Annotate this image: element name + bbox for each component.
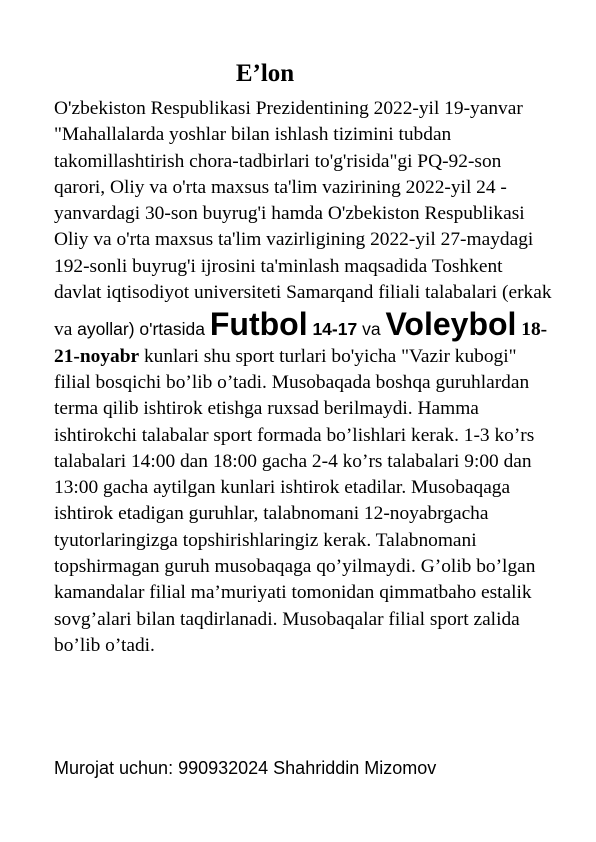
football-dates: 14-17 <box>312 319 358 340</box>
between-text: ayollar) o'rtasida <box>77 319 210 340</box>
conjunction-text: va <box>357 319 386 340</box>
rest-text: kunlari shu sport turlari bo'yicha "Vazir kubogi" filial bosqichi bo’lib o’tadi. Musobaqada boshqa guruhlardan terma qilib ishtirok etishga ruxsad berilmaydi. Hamma ishtirokchi talabalar sport formada bo’lishlari kerak. 1-3 ko’rs talabalari 14:00 dan 18:00 gacha 2-4 ko’rs talabalari 9:00 dan 13:00 gacha aytilgan kunlari ishtirok etadilar. Musobaqaga ishtirok etadigan guruhlar, talabnomani 12-noyabrgacha tyutorlaringizga topshirishlaringiz kerak. Talabnomani topshirmagan guruh musobaqaga qo’yilmaydi. G’olib bo’lgan kamandalar filial ma’muriyati tomonidan qimmatbaho estalik sovg’alari bilan taqdirlanadi. Musobaqalar filial sport zalida bo’lib o’tadi. <box>54 345 536 656</box>
contact-line: Murojat uchun: 990932024 Shahriddin Mizomov <box>54 758 437 778</box>
sport-football: Futbol <box>209 306 308 343</box>
page-title: E’lon <box>235 60 295 87</box>
announcement-paragraph <box>54 96 554 659</box>
volleyball-dates: 18-21-noyabr <box>54 319 548 367</box>
announcement-body <box>54 96 554 659</box>
sport-volleyball: Voleybol <box>385 306 517 343</box>
intro-text: O'zbekiston Respublikasi Prezidentining 2022-yil 19-yanvar "Mahallalarda yoshlar bilan ishlash tizimini tubdan takomillashtirish chora-tadbirlari to'g'risida"gi PQ-92-son qarori, Oliy va o'rta maxsus ta'lim vazirining 2022-yil 24 -yanvardagi 30-son buyrug'i hamda O'zbekiston Respublikasi Oliy va o'rta maxsus ta'lim vazirligining 2022-yil 27-maydagi 192-sonli buyrug'i ijrosini ta'minlash maqsadida Toshkent davlat iqtisodiyot universiteti Samarqand filiali talabalari (erkak va <box>54 98 552 341</box>
